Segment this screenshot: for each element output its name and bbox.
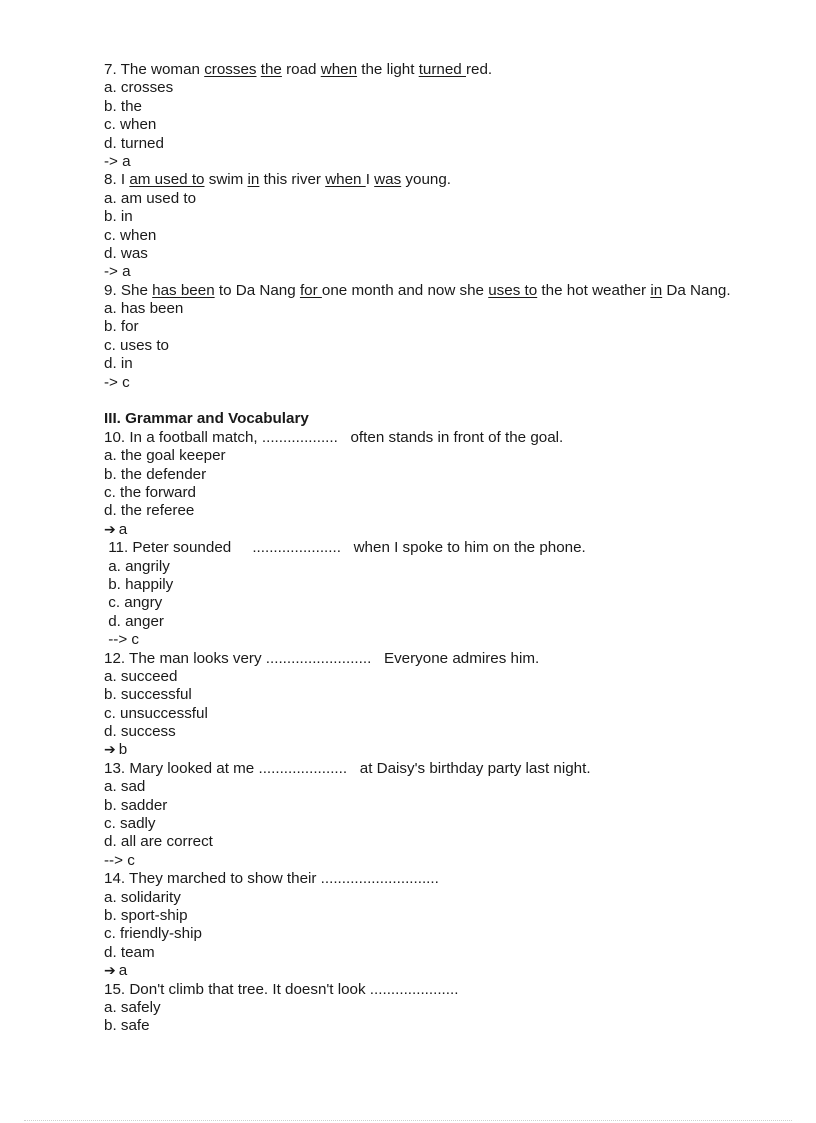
option: b. safe [104,1017,150,1035]
option: b. the defender [104,465,207,483]
right-arrow-icon: ➔ [104,521,116,538]
section-heading: III. Grammar and Vocabulary [104,410,309,428]
page-bottom-divider [24,1120,792,1121]
option: b. successful [104,686,192,704]
option: a. solidarity [104,888,181,906]
right-arrow-icon: ➔ [104,963,116,980]
option: b. for [104,318,139,336]
option: d. team [104,943,155,961]
question-10-stem: 10. In a football match, .................. often stands in front of the goal. [104,428,564,446]
option: d. the referee [104,502,195,520]
option: d. in [104,355,133,373]
answer: -> a [104,263,131,281]
answer: --> c [104,631,140,649]
question-13-stem: 13. Mary looked at me ..................... at Daisy's birthday party last night. [104,759,591,777]
option: c. when [104,116,157,134]
option: c. the forward [104,484,197,501]
worksheet-page [104,61,744,1036]
option: c. sadly [104,815,156,833]
answer: ➔ a [104,520,128,538]
question-15-stem: 15. Don't climb that tree. It doesn't look ..................... [104,980,459,998]
option: a. succeed [104,667,178,685]
question-9-stem: 9. She has been to Da Nang for one month and now she uses to the hot weather in Da Nang. [104,281,731,299]
option: a. crosses [104,79,174,97]
option: a. safely [104,998,161,1016]
option: b. happily [104,575,174,593]
option: c. when [104,226,157,244]
question-7-stem: 7. The woman crosses the road when the light turned red. [104,61,493,78]
answer: -> a [104,152,131,170]
option: d. turned [104,134,164,152]
question-12-stem: 12. The man looks very ......................... Everyone admires him. [104,649,540,667]
option: c. uses to [104,336,169,354]
option: b. the [104,97,142,115]
option: a. am used to [104,189,197,207]
answer: ➔ a [104,962,128,980]
option: d. success [104,723,176,741]
question-8-stem: 8. I am used to swim in this river when I was young. [104,171,452,189]
option: c. angry [104,594,163,612]
option: d. was [104,244,148,262]
spacer [104,392,744,410]
right-arrow-icon: ➔ [104,742,116,759]
question-11-stem: 11. Peter sounded ..................... when I spoke to him on the phone. [104,539,586,557]
option: a. sad [104,778,146,796]
option: d. all are correct [104,833,213,851]
option: c. friendly-ship [104,925,202,943]
option: b. sport-ship [104,906,188,924]
answer: -> c [104,373,130,391]
question-14-stem: 14. They marched to show their ............................ [104,870,439,888]
option: d. anger [104,612,164,630]
option: b. in [104,208,133,226]
option: a. has been [104,300,184,318]
answer: ➔ b [104,741,128,759]
option: a. angrily [104,557,170,575]
option: c. unsuccessful [104,704,208,722]
option: b. sadder [104,796,168,814]
option: a. the goal keeper [104,447,226,465]
answer: --> c [104,851,135,869]
